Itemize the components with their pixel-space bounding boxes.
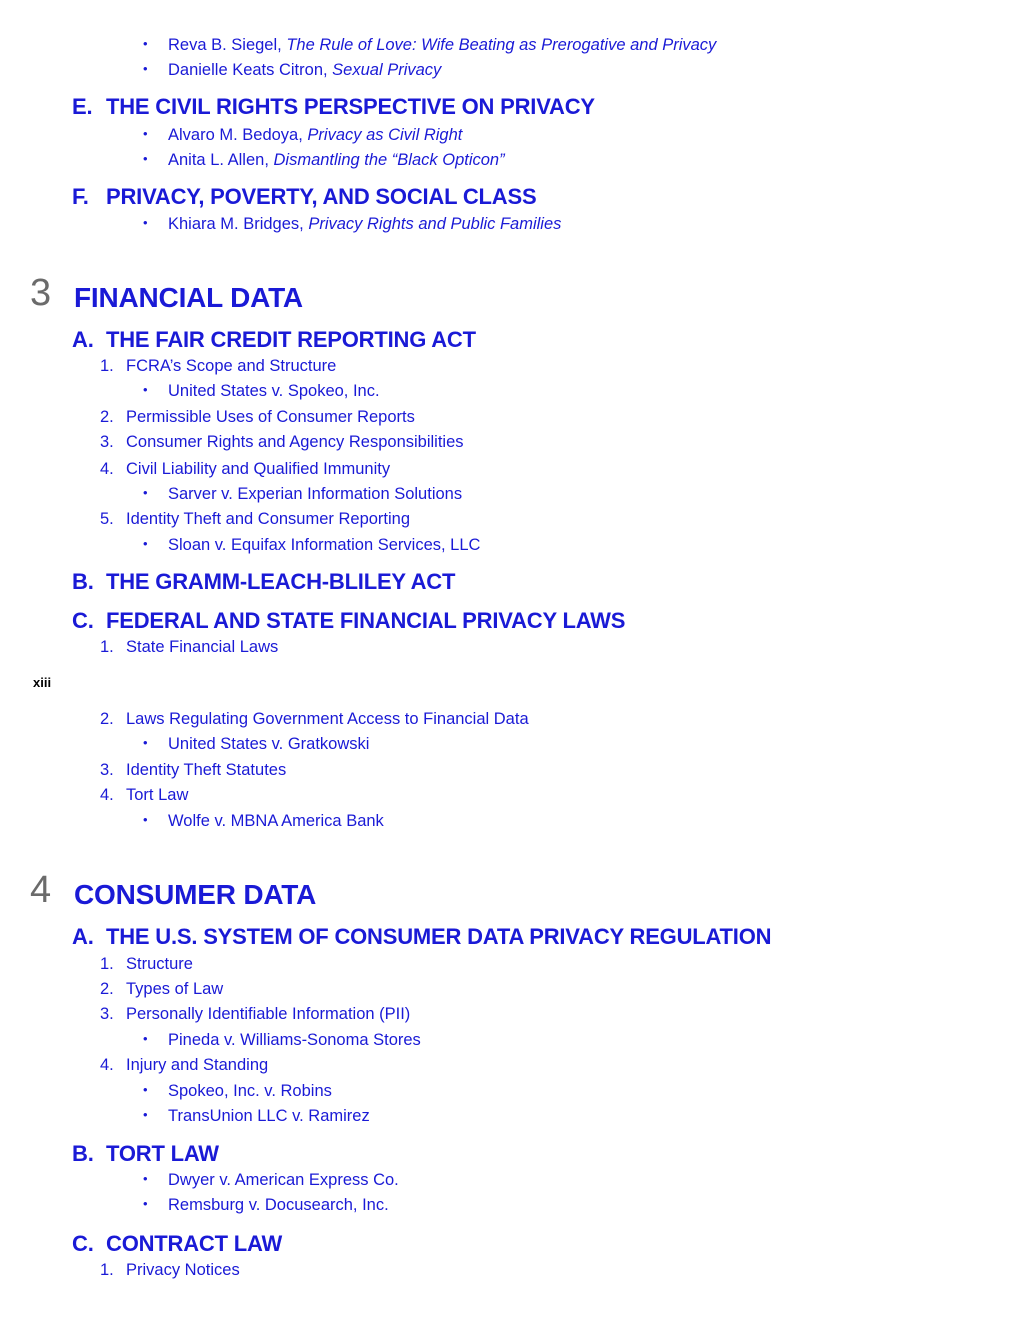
item-number: 3. <box>100 1005 114 1023</box>
item-number: 4. <box>100 1056 114 1074</box>
toc-entry-siegel[interactable] <box>143 36 717 55</box>
bullet-icon: • <box>143 382 148 397</box>
entry-author: Alvaro M. Bedoya, <box>168 126 308 144</box>
item-text: Privacy Notices <box>126 1261 240 1279</box>
section-letter: C. <box>72 1231 94 1256</box>
item-number: 1. <box>100 955 114 973</box>
toc-item[interactable] <box>100 786 189 805</box>
entry-author: Danielle Keats Citron, <box>168 61 333 79</box>
toc-item[interactable] <box>100 1005 411 1024</box>
item-text: Tort Law <box>126 786 189 804</box>
item-text: FCRA’s Scope and Structure <box>126 357 337 375</box>
item-number: 4. <box>100 786 114 804</box>
toc-case-entry[interactable] <box>143 1171 399 1190</box>
bullet-icon: • <box>143 151 148 166</box>
toc-section-glba[interactable] <box>72 569 456 595</box>
section-letter: F. <box>72 184 89 209</box>
bullet-icon: • <box>143 36 148 51</box>
toc-item[interactable] <box>100 710 529 729</box>
entry-author: Reva B. Siegel, <box>168 36 287 54</box>
chapter-number: 4 <box>30 869 52 911</box>
toc-section-fcra[interactable] <box>72 327 476 353</box>
item-text: Permissible Uses of Consumer Reports <box>126 408 415 426</box>
case-name: Wolfe v. MBNA America Bank <box>168 812 384 830</box>
item-number: 1. <box>100 1261 114 1279</box>
section-title: THE U.S. SYSTEM OF CONSUMER DATA PRIVACY REGULATION <box>106 924 772 949</box>
bullet-icon: • <box>143 735 148 750</box>
section-letter: C. <box>72 608 94 633</box>
bullet-icon: • <box>143 215 148 230</box>
case-name: Dwyer v. American Express Co. <box>168 1171 399 1189</box>
section-letter: A. <box>72 924 94 949</box>
entry-title: Privacy as Civil Right <box>307 126 463 144</box>
toc-case-entry[interactable] <box>143 812 384 831</box>
toc-item[interactable] <box>100 357 337 376</box>
toc-case-entry[interactable] <box>143 485 463 504</box>
section-letter: B. <box>72 1141 94 1166</box>
bullet-icon: • <box>143 1171 148 1186</box>
toc-case-entry[interactable] <box>143 1196 389 1215</box>
toc-case-entry[interactable] <box>143 1031 421 1050</box>
item-number: 2. <box>100 710 114 728</box>
toc-entry-bridges[interactable] <box>143 215 562 234</box>
case-name: United States v. Spokeo, Inc. <box>168 382 380 400</box>
toc-item[interactable] <box>100 510 411 529</box>
toc-entry-bedoya[interactable] <box>143 126 463 145</box>
toc-section-tort-law[interactable] <box>72 1141 219 1167</box>
toc-section-e[interactable] <box>72 94 595 120</box>
item-text: Types of Law <box>126 980 224 998</box>
case-name: TransUnion LLC v. Ramirez <box>168 1107 370 1125</box>
item-text: State Financial Laws <box>126 638 279 656</box>
toc-item[interactable] <box>100 408 415 427</box>
item-number: 5. <box>100 510 114 528</box>
case-name: Sarver v. Experian Information Solutions <box>168 485 463 503</box>
section-letter: B. <box>72 569 94 594</box>
item-text: Laws Regulating Government Access to Financial Data <box>126 710 529 728</box>
entry-author: Khiara M. Bridges, <box>168 215 309 233</box>
toc-item[interactable] <box>100 955 193 974</box>
item-number: 1. <box>100 357 114 375</box>
item-number: 3. <box>100 761 114 779</box>
toc-entry-citron[interactable] <box>143 61 442 80</box>
toc-item[interactable] <box>100 638 279 657</box>
bullet-icon: • <box>143 1196 148 1211</box>
section-title: FEDERAL AND STATE FINANCIAL PRIVACY LAWS <box>106 608 626 633</box>
toc-section-contract-law[interactable] <box>72 1231 283 1257</box>
case-name: United States v. Gratkowski <box>168 735 370 753</box>
case-name: Sloan v. Equifax Information Services, LLC <box>168 536 481 554</box>
bullet-icon: • <box>143 485 148 500</box>
bullet-icon: • <box>143 1031 148 1046</box>
chapter-title[interactable]: FINANCIAL DATA <box>74 282 303 313</box>
item-text: Identity Theft and Consumer Reporting <box>126 510 411 528</box>
item-text: Structure <box>126 955 193 973</box>
item-number: 2. <box>100 980 114 998</box>
toc-entry-allen[interactable] <box>143 151 505 170</box>
bullet-icon: • <box>143 536 148 551</box>
toc-item[interactable] <box>100 433 464 452</box>
bullet-icon: • <box>143 1082 148 1097</box>
case-name: Spokeo, Inc. v. Robins <box>168 1082 332 1100</box>
section-title: TORT LAW <box>106 1141 219 1166</box>
section-title: CONTRACT LAW <box>106 1231 283 1256</box>
section-title: THE GRAMM-LEACH-BLILEY ACT <box>106 569 456 594</box>
chapter-number: 3 <box>30 272 52 314</box>
toc-case-entry[interactable] <box>143 735 370 754</box>
item-text: Personally Identifiable Information (PII) <box>126 1005 411 1023</box>
toc-item[interactable] <box>100 761 287 780</box>
entry-title: The Rule of Love: Wife Beating as Prerogative and Privacy <box>286 36 717 54</box>
item-number: 4. <box>100 460 114 478</box>
item-number: 2. <box>100 408 114 426</box>
toc-section-consumer-regulation[interactable] <box>72 924 772 950</box>
toc-item[interactable] <box>100 460 391 479</box>
item-text: Consumer Rights and Agency Responsibilities <box>126 433 464 451</box>
toc-case-entry[interactable] <box>143 1082 332 1101</box>
toc-case-entry[interactable] <box>143 1107 370 1126</box>
toc-section-financial-privacy-laws[interactable] <box>72 608 626 634</box>
entry-title: Privacy Rights and Public Families <box>308 215 562 233</box>
item-number: 3. <box>100 433 114 451</box>
case-name: Remsburg v. Docusearch, Inc. <box>168 1196 389 1214</box>
item-text: Civil Liability and Qualified Immunity <box>126 460 391 478</box>
item-text: Identity Theft Statutes <box>126 761 287 779</box>
bullet-icon: • <box>143 1107 148 1122</box>
toc-section-f[interactable] <box>72 184 537 210</box>
item-number: 1. <box>100 638 114 656</box>
toc-case-entry[interactable] <box>143 382 380 401</box>
chapter-title[interactable]: CONSUMER DATA <box>74 879 317 910</box>
bullet-icon: • <box>143 126 148 141</box>
section-title: THE CIVIL RIGHTS PERSPECTIVE ON PRIVACY <box>106 94 595 119</box>
section-letter: A. <box>72 327 94 352</box>
toc-item[interactable] <box>100 980 224 999</box>
entry-title: Dismantling the “Black Opticon” <box>273 151 505 169</box>
toc-item[interactable] <box>100 1261 240 1280</box>
case-name: Pineda v. Williams-Sonoma Stores <box>168 1031 421 1049</box>
section-title: PRIVACY, POVERTY, AND SOCIAL CLASS <box>106 184 537 209</box>
bullet-icon: • <box>143 61 148 76</box>
section-letter: E. <box>72 94 93 119</box>
page-number: xiii <box>33 675 52 690</box>
toc-case-entry[interactable] <box>143 536 481 555</box>
entry-title: Sexual Privacy <box>332 61 442 79</box>
bullet-icon: • <box>143 812 148 827</box>
item-text: Injury and Standing <box>126 1056 269 1074</box>
toc-item[interactable] <box>100 1056 269 1075</box>
entry-author: Anita L. Allen, <box>168 151 274 169</box>
section-title: THE FAIR CREDIT REPORTING ACT <box>106 327 476 352</box>
